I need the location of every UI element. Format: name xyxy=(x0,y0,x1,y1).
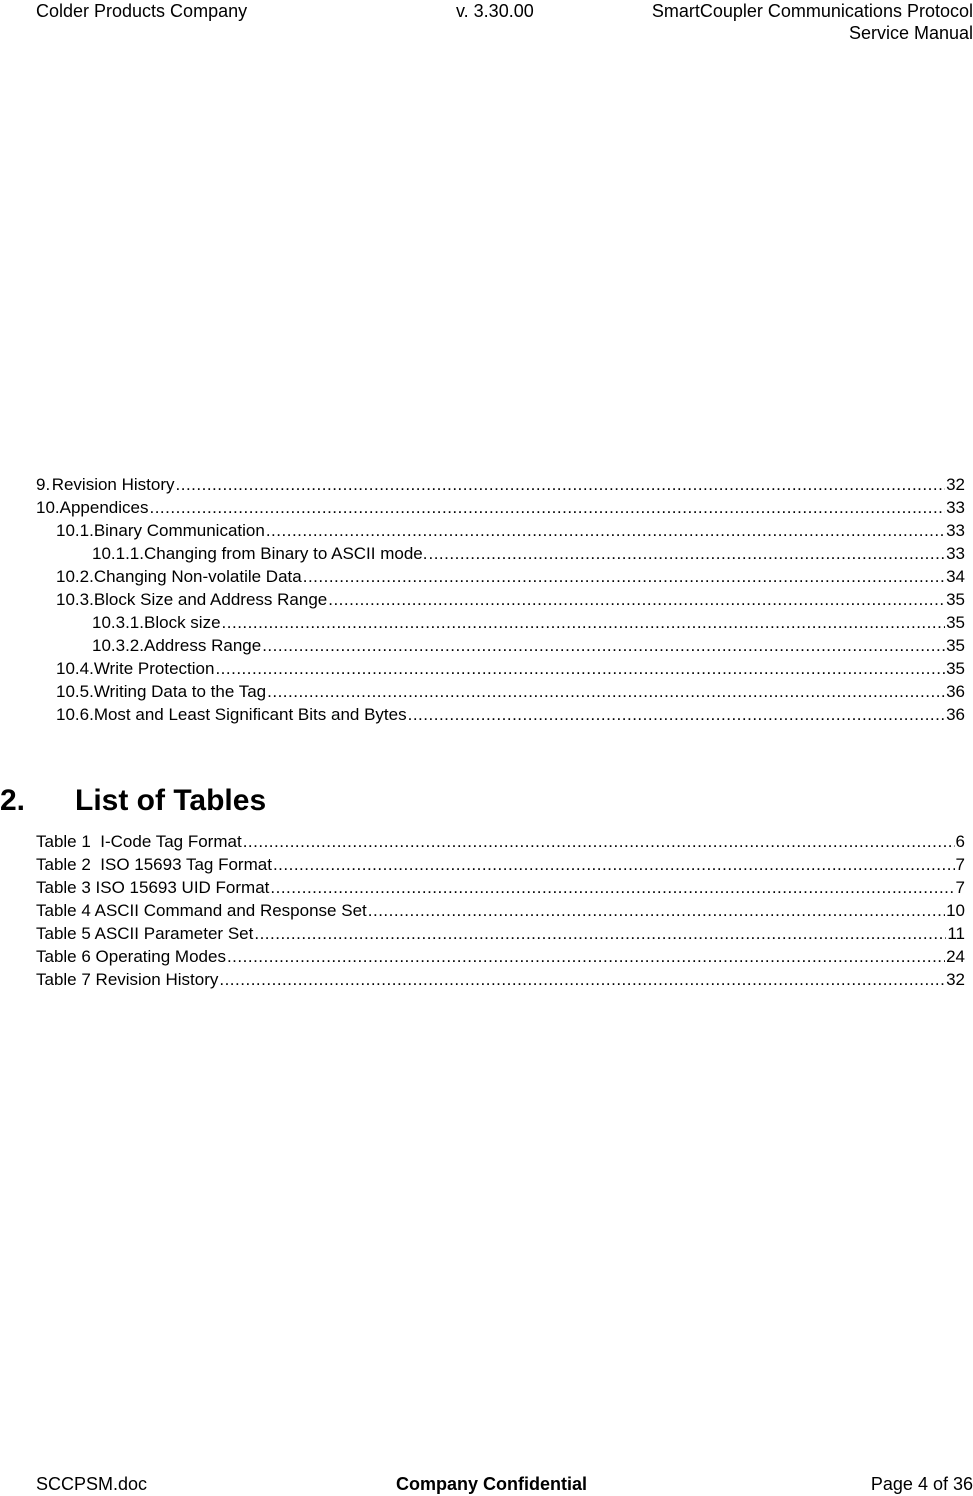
toc-entry-label: Write Protection xyxy=(93,659,215,678)
heading-title: List of Tables xyxy=(75,784,267,817)
toc-entry-number: 10. xyxy=(36,498,60,517)
toc-entry-page: 36 xyxy=(946,682,965,701)
list-of-tables-heading xyxy=(0,783,266,819)
toc-leader xyxy=(303,565,945,589)
toc-leader xyxy=(368,899,945,923)
table-entry-page: 10 xyxy=(946,901,965,920)
table-entry-page: 7 xyxy=(955,878,965,897)
toc-entry-changing-non-volatile-data[interactable] xyxy=(56,565,965,589)
table-entry[interactable] xyxy=(36,876,965,900)
toc-entry-page: 35 xyxy=(946,636,965,655)
toc-leader xyxy=(267,680,945,704)
toc-entry-number: 9. xyxy=(36,475,51,494)
toc-leader xyxy=(219,968,945,992)
table-entry-label: Table 6 Operating Modes xyxy=(36,947,226,966)
toc-entry-page: 33 xyxy=(946,498,965,517)
toc-entry-binary-communication[interactable] xyxy=(56,519,965,543)
toc-entry-address-range[interactable] xyxy=(92,634,965,658)
table-entry[interactable] xyxy=(36,968,965,992)
toc-entry-write-protection[interactable] xyxy=(56,657,965,681)
toc-entry-label: Binary Communication xyxy=(93,521,265,540)
toc-leader xyxy=(222,611,946,635)
toc-entry-label: Revision History xyxy=(51,475,175,494)
toc-entry-block-size[interactable] xyxy=(92,611,965,635)
toc-leader xyxy=(215,657,945,681)
toc-leader xyxy=(254,922,946,946)
table-entry-page: 6 xyxy=(955,832,965,851)
table-entry-label: Table 3 ISO 15693 UID Format xyxy=(36,878,270,897)
toc-leader xyxy=(227,945,945,969)
toc-entry-label: Address Range xyxy=(144,636,262,655)
toc-entry-revision-history[interactable] xyxy=(36,473,965,497)
table-entry[interactable] xyxy=(36,853,965,877)
toc-entry-label: Changing Non-volatile Data xyxy=(93,567,302,586)
toc-entry-number: 10.5. xyxy=(56,682,94,701)
toc-entry-writing-data-to-tag[interactable] xyxy=(56,680,965,704)
toc-entry-label: Block Size and Address Range xyxy=(93,590,328,609)
toc-leader xyxy=(270,876,954,900)
table-entry-label: Table 1 I-Code Tag Format xyxy=(36,832,242,851)
toc-leader xyxy=(149,496,945,520)
toc-leader xyxy=(176,473,946,497)
toc-leader xyxy=(266,519,945,543)
toc-entry-changing-binary-to-ascii[interactable] xyxy=(92,542,965,566)
table-entry[interactable] xyxy=(36,945,965,969)
toc-leader xyxy=(428,542,945,566)
toc-leader xyxy=(273,853,955,877)
toc-entry-page: 32 xyxy=(946,475,965,494)
footer-filename: SCCPSM.doc xyxy=(36,1474,148,1494)
heading-number: 2. xyxy=(0,784,26,817)
toc-leader xyxy=(262,634,945,658)
toc-entry-number: 10.1. xyxy=(56,521,94,540)
toc-entry-number: 10.2. xyxy=(56,567,94,586)
table-entry-page: 7 xyxy=(955,855,965,874)
table-entry[interactable] xyxy=(36,830,965,854)
table-entry-page: 11 xyxy=(947,924,965,943)
table-entry[interactable] xyxy=(36,899,965,923)
toc-entry-number: 10.3. xyxy=(56,590,94,609)
toc-entry-number: 10.3.1. xyxy=(92,613,144,632)
header-title-line2: Service Manual xyxy=(848,23,973,43)
table-entry-page: 32 xyxy=(946,970,965,989)
toc-entry-msb-lsb[interactable] xyxy=(56,703,965,727)
toc-entry-label: Appendices xyxy=(59,498,149,517)
toc-leader xyxy=(408,703,945,727)
toc-leader xyxy=(328,588,945,612)
table-entry-page: 24 xyxy=(946,947,965,966)
toc-entry-page: 33 xyxy=(946,544,965,563)
toc-entry-page: 35 xyxy=(946,590,965,609)
toc-entry-page: 34 xyxy=(946,567,965,586)
footer-page-number: Page 4 of 36 xyxy=(870,1474,973,1494)
toc-entry-number: 10.4. xyxy=(56,659,94,678)
table-entry-label: Table 5 ASCII Parameter Set xyxy=(36,924,254,943)
toc-entry-label: Writing Data to the Tag xyxy=(93,682,267,701)
table-entry-label: Table 4 ASCII Command and Response Set xyxy=(36,901,367,920)
toc-entry-label: Block size xyxy=(144,613,221,632)
header-company: Colder Products Company xyxy=(36,1,248,21)
toc-entry-page: 35 xyxy=(946,659,965,678)
toc-entry-page: 36 xyxy=(946,705,965,724)
toc-entry-page: 33 xyxy=(946,521,965,540)
footer-confidential: Company Confidential xyxy=(396,1474,588,1494)
toc-entry-label: Most and Least Significant Bits and Bytes xyxy=(93,705,407,724)
toc-entry-number: 10.3.2. xyxy=(92,636,144,655)
table-entry-label: Table 2 ISO 15693 Tag Format xyxy=(36,855,272,874)
toc-entry-number: 10.1.1. xyxy=(92,544,144,563)
header-title-line1: SmartCoupler Communications Protocol xyxy=(651,1,973,21)
toc-leader xyxy=(243,830,955,854)
toc-entry-page: 35 xyxy=(946,613,965,632)
table-entry[interactable] xyxy=(36,922,965,946)
toc-entry-appendices[interactable] xyxy=(36,496,965,520)
header-version: v. 3.30.00 xyxy=(456,1,534,21)
toc-entry-number: 10.6. xyxy=(56,705,94,724)
toc-entry-block-size-address-range[interactable] xyxy=(56,588,965,612)
toc-entry-label: Changing from Binary to ASCII mode. xyxy=(144,544,428,563)
table-entry-label: Table 7 Revision History xyxy=(36,970,219,989)
